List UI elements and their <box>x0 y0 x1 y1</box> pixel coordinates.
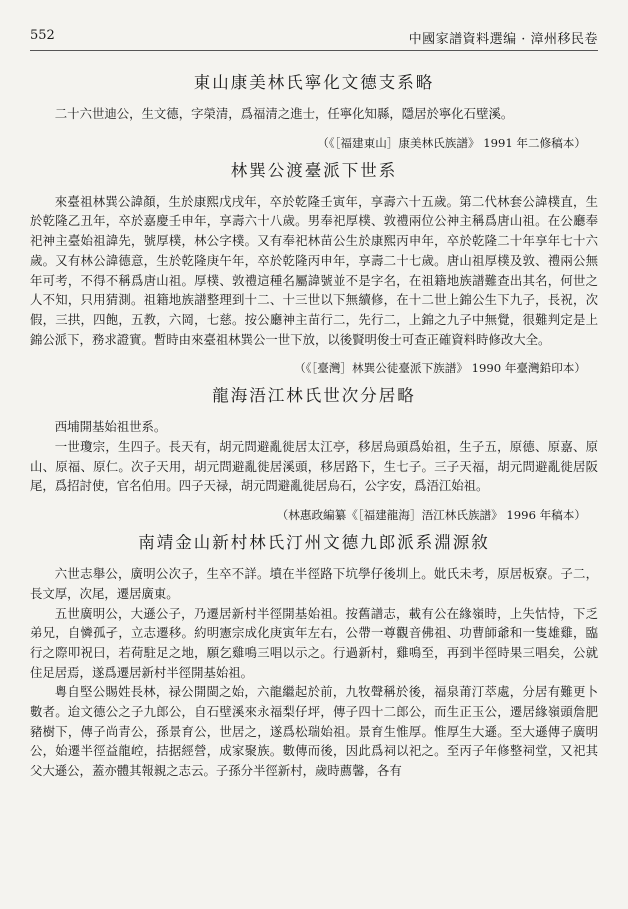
paragraph: 一世瓊宗，生四子。長天有，胡元問避亂徙居太江亭，移居烏頭爲始祖，生子五，原德、原嘉、原山、原福、原仁。次子天用，胡元問避亂徙居溪頭，移居路下，生七子。三子天福，胡元問避亂徙居阪尾，爲招討使，官名伯用。四子天禄，胡元問避亂徙居烏石，公字安，爲浯江始祖。 <box>30 439 598 494</box>
page-number: 552 <box>30 28 55 43</box>
page-body <box>30 72 598 781</box>
source-citation: （林惠政編纂《［福建龍海］浯江林氏族譜》 1996 年稿本） <box>276 508 586 523</box>
paragraph: 西埔開基始祖世系。 <box>54 419 167 435</box>
paragraph: 五世廣明公，大遜公子，乃遷居新村半徑開基始祖。按舊譜志，載有公在緣嶺時，上失怙恃，下乏弟兄，自憐孤孑，立志遷移。約明憲宗成化庚寅年左右，公帶一尊觀音佛祖、功曹師爺和一隻雄雞，臨行之際叩祝曰，若荷駐足之地，願乞雞鳴三唱以示之。行過新村，雞鳴至，再到半徑時果三唱矣，公就住足居焉，遂爲遷居新村半徑開基始祖。 <box>30 605 598 680</box>
page-header <box>30 28 598 51</box>
source-citation: （《［福建東山］康美林氏族譜》 1991 年二修稿本） <box>317 135 586 150</box>
paragraph: 二十六世迪公，生文德，字榮清，爲福清之進士，任寧化知縣，隱居於寧化石壁溪。 <box>54 106 514 121</box>
running-head: 中國家譜資料選编 · 漳州移民卷 <box>408 32 598 47</box>
paragraph: 六世志舉公，廣明公次子，生卒不詳。墳在半徑路下坑學仔後圳上。妣氏未考，原居板寮。子二，長文厚，次尾，遷居廣東。 <box>30 566 598 601</box>
section-title: 龍海浯江林氏世次分居略 <box>212 386 416 406</box>
paragraph: 粵自堅公賜姓長林，禄公開閩之始，六龍繼起於前，九牧聲稱於後，福泉莆汀萃處，分居有難更卜數者。迨文德公之子九郎公，自石壁溪來永福梨仔坪，傳子四十二郎公，而生正玉公，遷居緣嶺頭詹肥豬樹下，傳子尚青公，孫景育公，世居之，遂爲松瑞始祖。景育生惟厚。惟厚生大遜。至大遜傳子廣明公，始遷半徑益龍崆，拮据經營，成家聚族。數傳而後，因此爲祠以祀之。至丙子年修整祠堂，又祀其父大遜公，蓋亦體其報親之志云。子孫分半徑新村，歲時薦馨，各有 <box>30 684 598 779</box>
section-title: 東山康美林氏寧化文德支系略 <box>193 73 435 92</box>
section-title: 南靖金山新村林氏汀州文德九郎派系淵源敘 <box>138 533 490 553</box>
source-citation: （《［臺灣］林巽公徒臺派下族譜》 1990 年臺灣鉛印本） <box>294 361 586 376</box>
section-title: 林巽公渡臺派下世系 <box>230 160 398 180</box>
paragraph: 來臺祖林巽公諱顏，生於康熙戊戌年，卒於乾隆壬寅年，享壽六十五歲。第二代林套公諱樸直，生於乾隆乙丑年，卒於嘉慶壬申年，享壽六十八歲。男奉祀厚樸、敦禮兩位公神主稱爲唐山祖。在公廳奉祀神主臺始祖諱先，號厚樸，林公字樸。又有奉祀林苗公生於康熙丙申年，卒於乾隆二十年享年七十六歲。又有林公諱德意，生於乾隆庚午年，卒於乾隆丙申年，享壽二十七歲。唐山祖厚樸及敦、禮兩公無年可考，不得不稱爲唐山祖。厚樸、敦禮這種名屬諱號並不是字名，在祖籍地族譜難查出其名，何世之人不知，只用猜測。祖籍地族譜整理到十二、十三世以下無續修，在十二世上錦公生下九子，長祝，次假，三拱，四飽，五教，六岡，七慈。按公廳神主苗行二，先行二，上錦之九子中無覺，很難判定是上錦公派下，務求證實。暫時由來臺祖林巽公一世下放，以後賢明俊士可查正確資料時修改大全。 <box>30 193 598 347</box>
